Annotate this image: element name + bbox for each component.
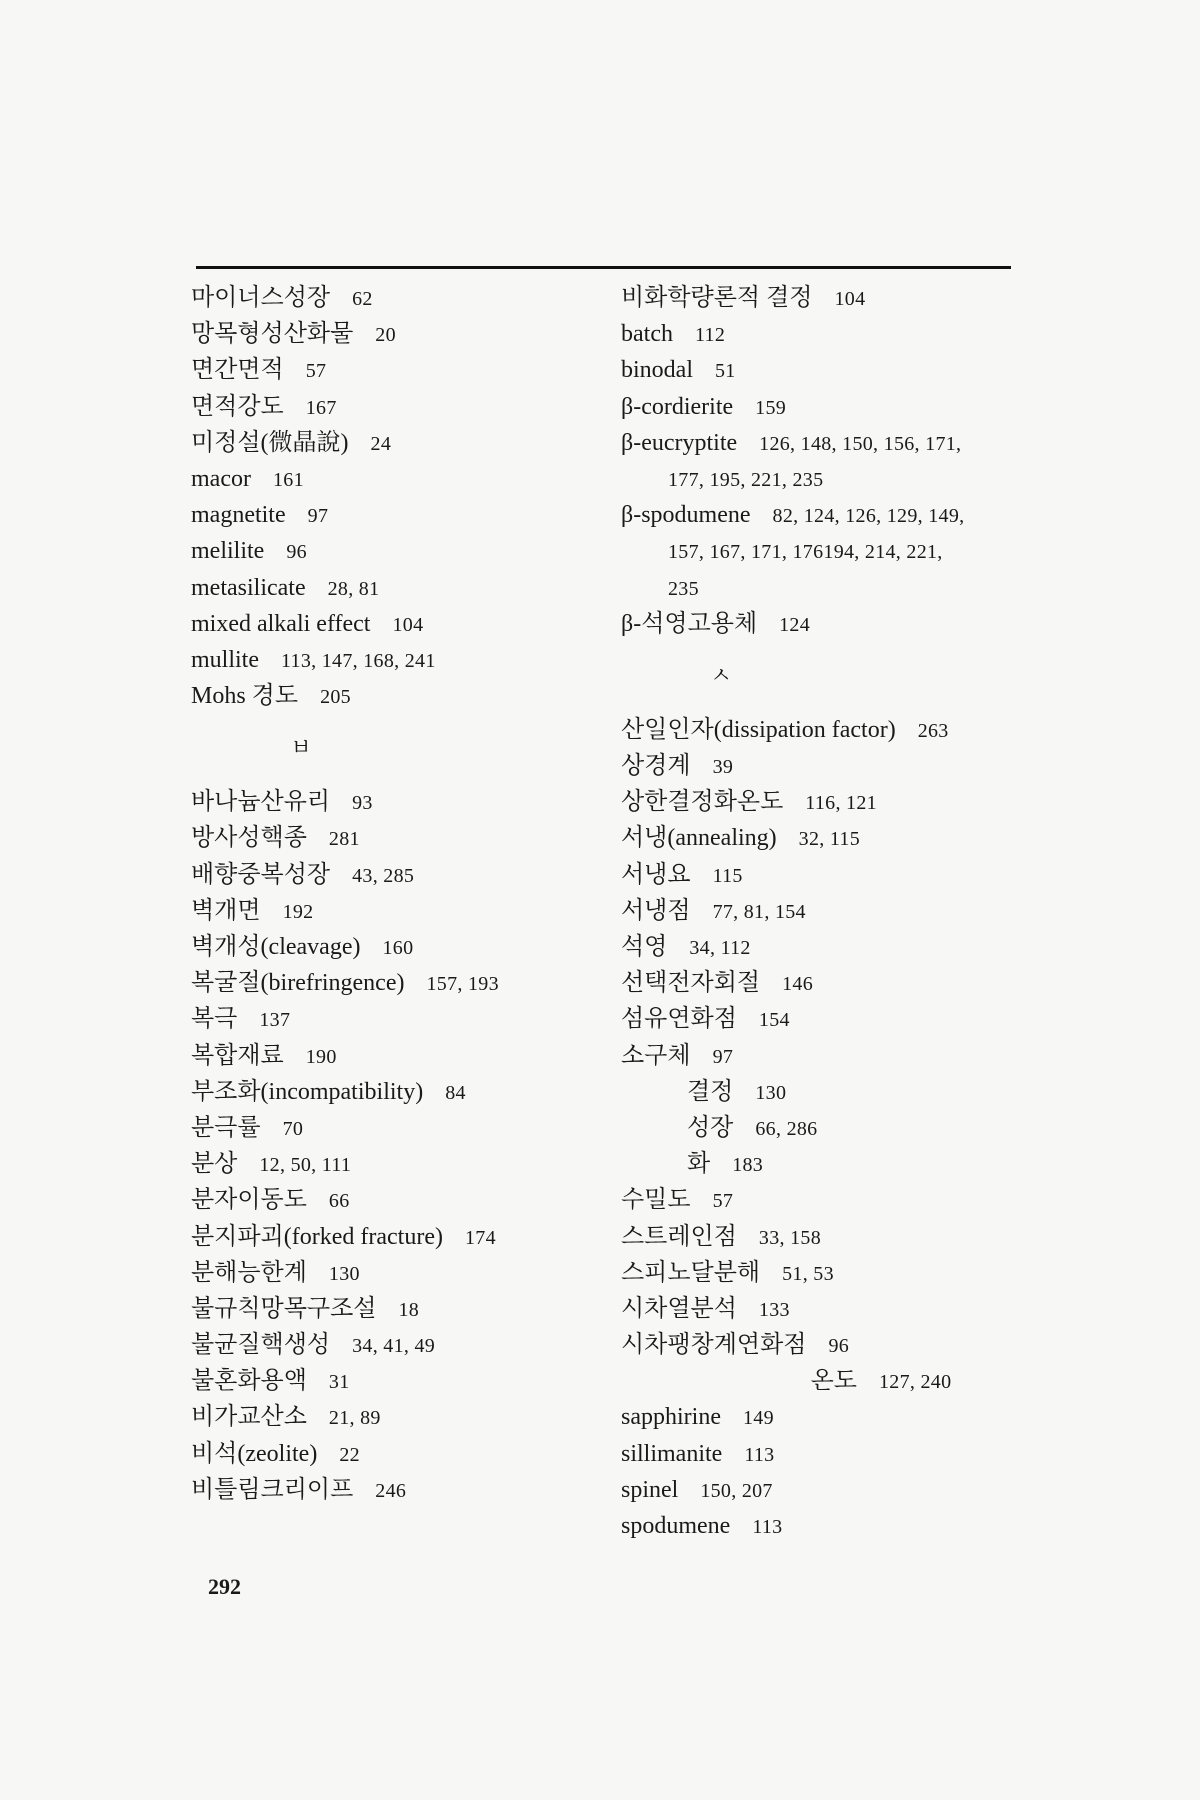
index-term: 배향중복성장 <box>191 861 331 888</box>
index-term: batch <box>621 321 673 348</box>
index-entry <box>191 352 621 388</box>
index-term: 비화학량론적 결정 <box>621 285 813 311</box>
index-term: 분자이동도 <box>191 1187 307 1214</box>
index-term: β-cordierite <box>621 393 734 420</box>
index-term: 망목형성산화물 <box>191 321 354 348</box>
index-entry <box>191 857 621 893</box>
index-page-refs: 32, 115 <box>798 828 861 851</box>
index-term: 복합재료 <box>191 1042 284 1069</box>
index-page-refs: 21, 89 <box>328 1407 381 1430</box>
index-term: sillimanite <box>621 1440 723 1467</box>
index-page-refs: 93 <box>352 792 373 815</box>
index-term: 분해능한계 <box>191 1259 307 1286</box>
index-term: 부조화(incompatibility) <box>191 1078 424 1105</box>
index-entry <box>191 606 621 642</box>
index-entry <box>621 857 1041 893</box>
left-group-a <box>191 280 621 714</box>
index-entry <box>191 461 621 497</box>
index-entry <box>621 497 1041 533</box>
left-group-b <box>191 784 621 1508</box>
index-page-refs: 160 <box>382 937 414 959</box>
left-column <box>191 280 621 1508</box>
index-term: 스피노달분해 <box>621 1259 761 1286</box>
index-page-refs: 161 <box>272 468 304 491</box>
index-entry <box>621 570 1041 606</box>
index-entry <box>191 1255 621 1291</box>
index-page-refs: 130 <box>328 1262 360 1285</box>
index-term: β-spodumene <box>621 502 751 529</box>
index-term: 서냉요 <box>621 861 691 888</box>
index-page-refs: 246 <box>375 1479 407 1502</box>
index-page-refs: 149 <box>742 1407 774 1430</box>
index-page-refs: 96 <box>286 541 307 564</box>
page-number: 292 <box>208 1574 241 1599</box>
index-page-refs: 57 <box>712 1190 734 1213</box>
index-page-refs: 20 <box>375 324 396 347</box>
index-entry <box>191 1219 621 1255</box>
index-page-refs: 113, 147, 168, 241 <box>281 649 436 672</box>
index-page-refs: 57 <box>305 360 327 383</box>
index-page-refs: 124 <box>779 613 811 636</box>
index-term: 미정설(微晶說) <box>191 429 349 456</box>
index-term: 성장 <box>687 1114 734 1141</box>
index-term: 불규칙망목구조설 <box>191 1295 377 1322</box>
index-page-refs: 190 <box>305 1045 337 1068</box>
index-page-refs: 174 <box>464 1226 496 1249</box>
index-page-refs: 159 <box>755 396 787 419</box>
index-term: 석영 <box>621 934 668 960</box>
index-term: 서냉(annealing) <box>621 825 777 852</box>
index-page-refs: 66, 286 <box>755 1117 818 1140</box>
index-entry <box>621 748 1041 784</box>
index-page-refs: 104 <box>834 288 866 310</box>
index-page-refs: 112 <box>694 324 726 347</box>
index-entry <box>191 1146 621 1182</box>
index-entry <box>621 606 1041 642</box>
index-entry <box>191 1363 621 1399</box>
index-entry <box>191 1291 621 1327</box>
index-term: spodumene <box>621 1513 731 1539</box>
index-entry <box>191 570 621 606</box>
index-term: 상경계 <box>621 753 691 780</box>
index-page-refs: 62 <box>352 288 373 310</box>
index-term: 시차팽창계연화점 <box>621 1332 807 1359</box>
index-page-refs: 39 <box>712 756 734 779</box>
index-page-refs: 77, 81, 154 <box>712 900 806 923</box>
index-page-refs: 154 <box>758 1009 790 1032</box>
index-term: 분극률 <box>191 1114 261 1141</box>
index-term: spinel <box>621 1476 679 1503</box>
index-page-refs: 82, 124, 126, 129, 149, <box>772 505 965 528</box>
index-page-refs: 133 <box>758 1298 790 1321</box>
index-term: β-eucryptite <box>621 429 738 456</box>
index-entry <box>191 784 621 820</box>
index-entry <box>621 533 1041 569</box>
index-term: 벽개면 <box>191 897 261 924</box>
index-term: 소구체 <box>621 1042 691 1069</box>
index-page-refs: 150, 207 <box>700 1479 773 1502</box>
index-entry <box>621 1110 1041 1146</box>
index-page-refs: 281 <box>328 828 360 851</box>
index-term: β-석영고용체 <box>621 610 758 637</box>
index-term: 면적강도 <box>191 393 284 420</box>
index-page-refs: 183 <box>732 1154 764 1177</box>
index-entry <box>621 425 1041 461</box>
index-term: 분지파괴(forked fracture) <box>191 1223 443 1250</box>
index-page-refs: 205 <box>320 686 351 709</box>
index-term: Mohs 경도 <box>191 683 299 710</box>
index-entry <box>191 533 621 569</box>
right-group-b <box>621 712 1041 1544</box>
index-term: 스트레인점 <box>621 1223 737 1250</box>
index-term: 불혼화용액 <box>191 1368 307 1395</box>
index-page-refs: 33, 158 <box>758 1226 822 1249</box>
index-entry <box>621 1219 1041 1255</box>
index-entry <box>191 893 621 929</box>
index-entry <box>191 1110 621 1146</box>
index-entry <box>191 497 621 533</box>
index-page-refs: 51 <box>715 360 736 383</box>
index-term: 수밀도 <box>621 1187 691 1214</box>
index-entry <box>191 678 621 714</box>
index-entry <box>191 1001 621 1037</box>
index-entry <box>621 1399 1041 1435</box>
index-page-refs: 18 <box>398 1298 420 1321</box>
index-term: binodal <box>621 357 693 384</box>
index-page-refs: 137 <box>259 1009 291 1032</box>
index-entry <box>621 1291 1041 1327</box>
index-page-refs: 34, 41, 49 <box>352 1335 436 1358</box>
index-page-refs: 12, 50, 111 <box>259 1154 352 1177</box>
index-term: 선택전자회절 <box>621 970 761 997</box>
index-entry <box>191 280 621 316</box>
index-term: 바나늄산유리 <box>191 789 331 816</box>
index-entry <box>191 1327 621 1363</box>
index-entry <box>191 316 621 352</box>
index-term: 결정 <box>687 1078 734 1105</box>
index-entry <box>621 893 1041 929</box>
index-term: 벽개성(cleavage) <box>191 934 361 960</box>
index-term: metasilicate <box>191 574 306 601</box>
index-term: 복굴절(birefringence) <box>191 970 405 997</box>
index-term: 복극 <box>191 1006 238 1033</box>
index-term: 산일인자(dissipation factor) <box>621 716 896 743</box>
index-entry <box>191 425 621 461</box>
index-page-refs: 22 <box>339 1443 360 1466</box>
index-term: 비틀림크리이프 <box>191 1476 354 1503</box>
index-entry <box>191 929 621 965</box>
index-term: 시차열분석 <box>621 1295 737 1322</box>
index-page-refs: 66 <box>328 1190 350 1213</box>
index-term: 비가교산소 <box>191 1404 307 1431</box>
index-entry <box>621 1363 1041 1399</box>
index-page-refs: 146 <box>782 973 814 996</box>
index-entry <box>191 1182 621 1218</box>
index-term: mixed alkali effect <box>191 610 371 637</box>
index-term: 온도 <box>810 1368 857 1395</box>
index-page-refs: 51, 53 <box>782 1262 834 1285</box>
index-term: macor <box>191 465 251 492</box>
index-page-refs: 177, 195, 221, 235 <box>668 468 824 491</box>
index-page-refs: 34, 112 <box>689 937 751 959</box>
index-page-refs: 84 <box>445 1081 466 1104</box>
index-page-refs: 96 <box>828 1335 850 1358</box>
index-page-refs: 97 <box>307 505 329 528</box>
index-term: 화 <box>687 1151 711 1178</box>
index-entry <box>621 1146 1041 1182</box>
index-entry <box>621 1472 1041 1508</box>
index-entry <box>191 1038 621 1074</box>
index-entry <box>191 820 621 856</box>
index-term: mullite <box>191 646 259 673</box>
index-entry <box>621 784 1041 820</box>
index-page-refs: 113 <box>752 1516 783 1538</box>
index-page-refs: 157, 167, 171, 176194, 214, 221, <box>668 541 943 564</box>
index-entry <box>621 1074 1041 1110</box>
index-term: 서냉점 <box>621 897 691 924</box>
index-entry <box>191 1472 621 1508</box>
index-entry <box>621 1436 1041 1472</box>
index-entry <box>621 712 1041 748</box>
top-rule <box>196 266 1011 269</box>
index-term: 비석(zeolite) <box>191 1440 318 1467</box>
index-page-refs: 24 <box>370 432 392 455</box>
index-page-refs: 28, 81 <box>327 577 380 600</box>
index-page-refs: 126, 148, 150, 156, 171, <box>759 432 962 455</box>
index-page-refs: 130 <box>755 1081 787 1104</box>
index-page-refs: 113 <box>744 1443 775 1466</box>
index-term: 마이너스성장 <box>191 285 331 311</box>
index-page-refs: 31 <box>328 1371 350 1394</box>
index-entry <box>621 1327 1041 1363</box>
right-column <box>621 280 1041 1544</box>
index-entry <box>621 352 1041 388</box>
index-entry <box>621 389 1041 425</box>
index-term: sapphirine <box>621 1404 721 1431</box>
right-group-a <box>621 280 1041 642</box>
index-page-refs: 97 <box>712 1045 734 1068</box>
index-entry <box>621 316 1041 352</box>
index-entry <box>621 1038 1041 1074</box>
index-term: 면간면적 <box>191 357 284 384</box>
index-entry <box>621 280 1041 316</box>
index-entry <box>191 1436 621 1472</box>
index-term: magnetite <box>191 502 286 529</box>
index-page-refs: 192 <box>282 900 314 923</box>
index-entry <box>621 1508 1041 1544</box>
index-page-refs: 263 <box>917 719 949 742</box>
index-page-refs: 43, 285 <box>352 864 415 887</box>
index-page-refs: 116, 121 <box>805 792 877 815</box>
index-page-refs: 127, 240 <box>878 1371 952 1394</box>
index-page-refs: 70 <box>282 1117 304 1140</box>
index-term: 방사성핵종 <box>191 825 307 852</box>
index-entry <box>191 1074 621 1110</box>
index-entry <box>621 965 1041 1001</box>
section-heading-siot: ㅅ <box>710 663 732 689</box>
index-term: 상한결정화온도 <box>621 789 784 816</box>
index-entry <box>621 929 1041 965</box>
index-page-refs: 167 <box>305 396 337 419</box>
index-page-refs: 104 <box>392 613 424 636</box>
index-entry <box>191 1399 621 1435</box>
index-entry <box>621 1001 1041 1037</box>
section-heading-bieup: ㅂ <box>290 736 312 762</box>
index-page-refs: 115 <box>712 864 743 887</box>
index-entry <box>621 1255 1041 1291</box>
index-entry <box>191 389 621 425</box>
index-entry <box>621 461 1041 497</box>
index-term: 불균질핵생성 <box>191 1332 331 1359</box>
index-page-refs: 235 <box>668 577 699 600</box>
index-entry <box>621 820 1041 856</box>
index-term: 섬유연화점 <box>621 1006 737 1033</box>
index-term: 분상 <box>191 1151 238 1178</box>
index-entry <box>621 1182 1041 1218</box>
index-term: melilite <box>191 538 265 565</box>
index-page-refs: 157, 193 <box>426 973 499 996</box>
index-entry <box>191 642 621 678</box>
index-entry <box>191 965 621 1001</box>
